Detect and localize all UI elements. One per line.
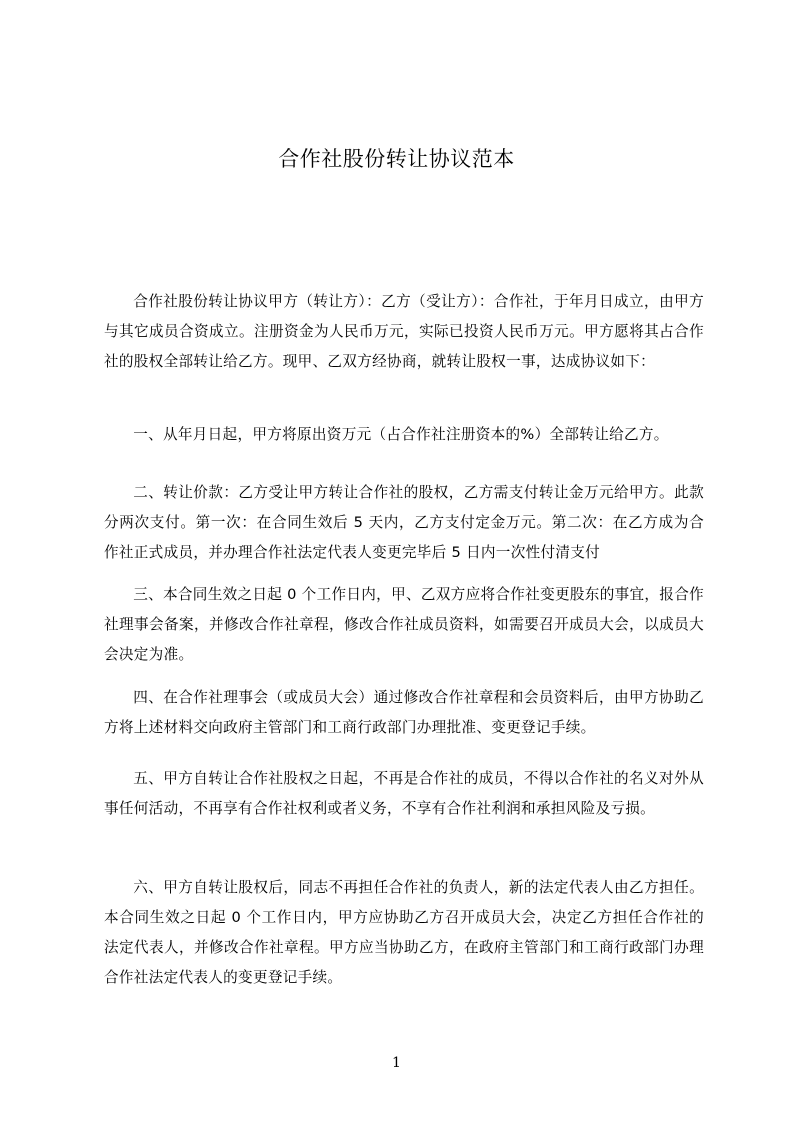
paragraph-clause-6: 六、甲方自转让股权后，同志不再担任合作社的负责人，新的法定代表人由乙方担任。本合同生效之日起 0 个工作日内，甲方应协助乙方召开成员大会，决定乙方担任合作社的法定代表人，并修改合作社章程。甲方应当协助乙方，在政府主管部门和工商行政部门办理合作社法定代表人的变更登记手续。: [104, 879, 704, 986]
paragraph-clause-3: 三、本合同生效之日起 0 个工作日内，甲、乙双方应将合作社变更股东的事宜，报合作社理事会备案，并修改合作社章程，修改合作社成员资料，如需要召开成员大会，以成员大会决定为准。: [104, 586, 704, 663]
paragraph-clause-4: 四、在合作社理事会（或成员大会）通过修改合作社章程和会员资料后，由甲方协助乙方将上述材料交向政府主管部门和工商行政部门办理批准、变更登记手续。: [104, 689, 704, 736]
paragraph-clause-5: 五、甲方自转让合作社股权之日起，不再是合作社的成员，不得以合作社的名义对外从事任何活动，不再享有合作社权利或者义务，不享有合作社利润和承担风险及亏损。: [104, 770, 704, 817]
paragraph-preamble: 合作社股份转让协议甲方（转让方）：乙方（受让方）：合作社，于年月日成立，由甲方与其它成员合资成立。注册资金为人民币万元，实际已投资人民币万元。甲方愿将其占合作社的股权全部转让给乙方。现甲、乙双方经协商，就转让股权一事，达成协议如下：: [104, 293, 704, 370]
paragraph-clause-2: 二、转让价款：乙方受让甲方转让合作社的股权，乙方需支付转让金万元给甲方。此款分两次支付。第一次：在合同生效后 5 天内，乙方支付定金万元。第二次：在乙方成为合作社正式成员，并办理合作社法定代表人变更完毕后 5 日内一次性付清支付: [104, 484, 704, 561]
paragraph-clause-1: 一、从年月日起，甲方将原出资万元（占合作社注册资本的%）全部转让给乙方。: [133, 426, 669, 443]
document-title: 合作社股份转让协议范本: [278, 147, 515, 171]
page-number: 1: [392, 1055, 401, 1071]
